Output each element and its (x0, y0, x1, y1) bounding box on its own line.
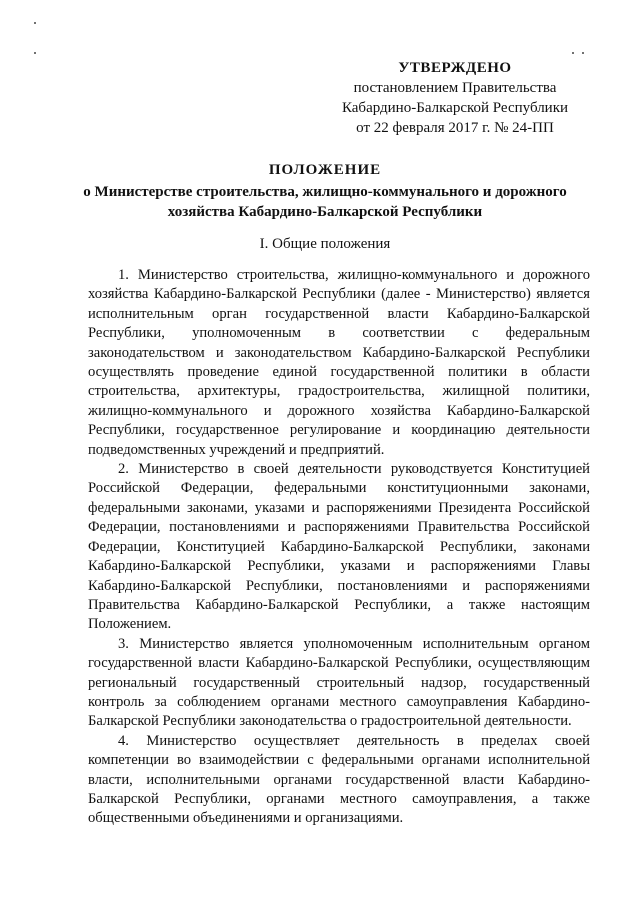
document-heading (60, 160, 590, 222)
approval-date-line: от 22 февраля 2017 г. № 24-ПП (356, 120, 554, 136)
section-title: I. Общие положения (259, 236, 391, 252)
scan-speck (34, 52, 36, 54)
approval-line: постановлением Правительства (353, 80, 557, 96)
scan-speck (582, 52, 584, 54)
approved-label: УТВЕРЖДЕНО (398, 60, 512, 76)
approval-line: Кабардино-Балкарской Республики (341, 100, 569, 116)
paragraph-4: 4. Министерство осуществляет деятельность в пределах своей компетенции во взаимодействии с федеральными органами исполнительной власти, исполнительными органами государственной власти Кабардино-Балкарской Республики, органами местного самоуправления, а также общественными объединениями и организациями. (88, 732, 590, 827)
scan-speck (34, 22, 36, 24)
scan-speck (572, 52, 574, 54)
paragraph-1: 1. Министерство строительства, жилищно-коммунального и дорожного хозяйства Кабардино-Балкарской Республики (далее - Министерство) является исполнительным орган государственной власти Кабардино-Балкарской Республики, уполномоченным в соответствии с федеральным законодательством и законодательством Кабардино-Балкарской Республики осуществлять проведение единой государственной политики в области строительства, архитектуры, градостроительства, жилищной политики, жилищно-коммунального и дорожного хозяйства Кабардино-Балкарской Республики, государственное регулирование и координацию деятельности подведомственных учреждений и предприятий. (88, 267, 590, 458)
document-subtitle: о Министерстве строительства, жилищно-коммунального и дорожного хозяйства Кабардино-Балкарской Республики (83, 184, 567, 220)
document-title: ПОЛОЖЕНИЕ (268, 162, 382, 178)
approval-stamp-block (325, 58, 585, 138)
paragraph-3: 3. Министерство является уполномоченным исполнительным органом государственной власти Кабардино-Балкарской Республики, осуществляющим региональный государственный строительный надзор, государственный контроль за соблюдением органами местного самоуправления Кабардино-Балкарской Республики законодательства о градостроительной деятельности. (88, 635, 590, 730)
paragraph-2: 2. Министерство в своей деятельности руководствуется Конституцией Российской Федерации, федеральными конституционными законами, федеральными законами, указами и распоряжениями Президента Российской Федерации, постановлениями и распоряжениями Правительства Российской Федерации, Конституцией Кабардино-Балкарской Республики, законами Кабардино-Балкарской Республики, указами и распоряжениями Главы Кабардино-Балкарской Республики, постановлениями и распоряжениями Правительства Кабардино-Балкарской Республики, а также настоящим Положением. (88, 461, 590, 633)
document-body (88, 266, 590, 829)
